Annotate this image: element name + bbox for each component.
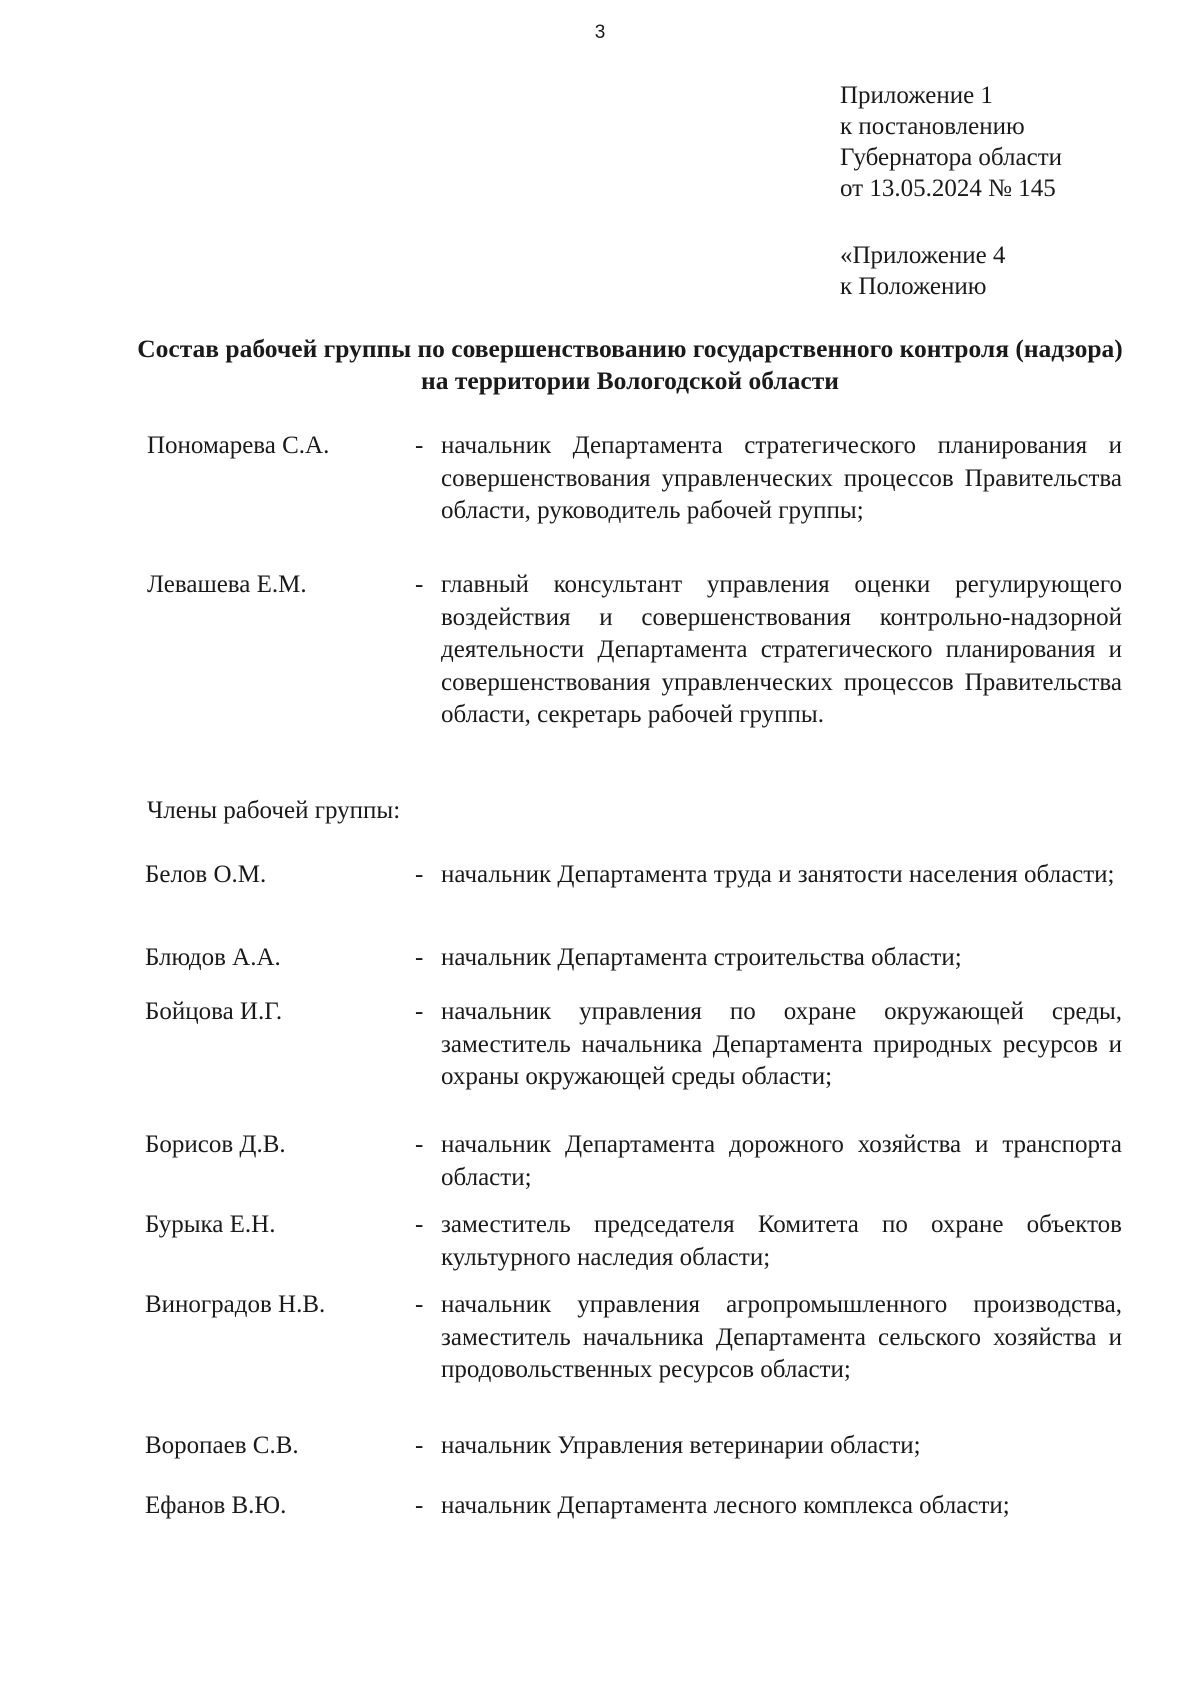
appendix-1-line: Приложение 1 bbox=[840, 82, 993, 109]
dash: - bbox=[415, 944, 424, 971]
member-position: главный консультант управления оценки регулирующего воздействия и совершенствования контрольно-надзорной деятельности Департамента стратегического планирования и совершенствования управленческих процессов Правительства области, секретарь рабочей группы. bbox=[441, 571, 1122, 728]
member-position: начальник Департамента лесного комплекса области; bbox=[441, 1492, 1010, 1519]
dash: - bbox=[415, 1131, 424, 1158]
member-name: Ефанов В.Ю. bbox=[145, 1492, 287, 1519]
appendix-1-block bbox=[840, 80, 1062, 204]
member-position: начальник Департамента строительства области; bbox=[441, 944, 962, 971]
member-name: Блюдов А.А. bbox=[145, 944, 281, 971]
dash: - bbox=[415, 432, 424, 459]
appendix-1-line: Губернатора области bbox=[840, 144, 1062, 171]
dash: - bbox=[415, 1432, 424, 1459]
member-name: Бурыка Е.Н. bbox=[145, 1211, 276, 1238]
member-name: Белов О.М. bbox=[145, 861, 267, 888]
appendix-1-line: от 13.05.2024 № 145 bbox=[840, 175, 1056, 202]
appendix-4-line: «Приложение 4 bbox=[840, 242, 1006, 269]
member-name: Левашева Е.М. bbox=[147, 571, 307, 598]
member-position: начальник Департамента стратегического планирования и совершенствования управленческих процессов Правительства области, руководитель рабочей группы; bbox=[441, 432, 1122, 524]
member-position: начальник Департамента труда и занятости населения области; bbox=[441, 861, 1115, 888]
member-name: Борисов Д.В. bbox=[145, 1131, 286, 1158]
member-position: начальник управления по охране окружающей среды, заместитель начальника Департамента природных ресурсов и охраны окружающей среды области; bbox=[441, 998, 1122, 1090]
appendix-4-line: к Положению bbox=[840, 273, 987, 300]
member-name: Виноградов Н.В. bbox=[145, 1291, 326, 1318]
appendix-4-block bbox=[840, 240, 1005, 302]
dash: - bbox=[415, 1492, 424, 1519]
member-position: начальник управления агропромышленного производства, заместитель начальника Департамента сельского хозяйства и продовольственных ресурсов области; bbox=[441, 1291, 1122, 1383]
dash: - bbox=[415, 998, 424, 1025]
member-position: начальник Департамента дорожного хозяйства и транспорта области; bbox=[441, 1131, 1122, 1191]
dash: - bbox=[415, 1291, 424, 1318]
dash: - bbox=[415, 1211, 424, 1238]
member-position: заместитель председателя Комитета по охране объектов культурного наследия области; bbox=[441, 1211, 1122, 1271]
dash: - bbox=[415, 861, 424, 888]
dash: - bbox=[415, 571, 424, 598]
member-position: начальник Управления ветеринарии области; bbox=[441, 1432, 921, 1459]
appendix-1-line: к постановлению bbox=[840, 113, 1025, 140]
member-name: Воропаев С.В. bbox=[145, 1432, 299, 1459]
page-number: 3 bbox=[594, 22, 606, 43]
members-heading: Члены рабочей группы: bbox=[147, 797, 401, 824]
document-title: Состав рабочей группы по совершенствованию государственного контроля (надзора) на территории Вологодской области bbox=[137, 334, 1123, 395]
member-name: Пономарева С.А. bbox=[147, 432, 330, 459]
member-name: Бойцова И.Г. bbox=[145, 998, 283, 1025]
